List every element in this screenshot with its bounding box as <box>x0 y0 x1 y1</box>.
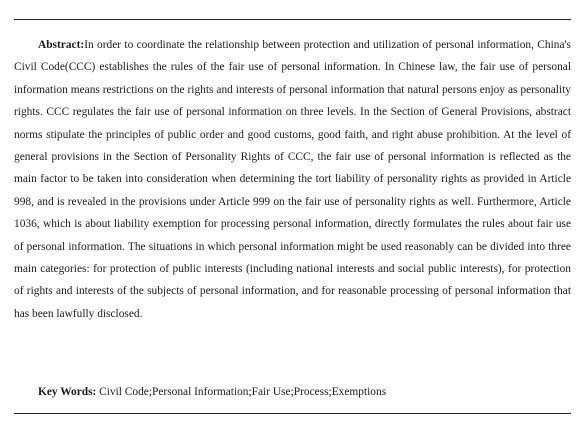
abstract-text: In order to coordinate the relationship between protection and utilization of personal information, China's Civil Code(CCC) establishes the rules of the fair use of personal information. In Chinese law, the fair use of personal information means restrictions on the rights and interests of personal information that natural persons enjoy as personality rights. CCC regulates the fair use of personal information on three levels. In the Section of General Provisions, abstract norms stipulate the principles of public order and good customs, good faith, and right abuse prohibition. At the level of general provisions in the Section of Personality Rights of CCC, the fair use of personal information is reflected as the main factor to be taken into consideration when determining the tort liability of personality rights as provided in Article 998, and is revealed in the provisions under Article 999 on the fair use of personality rights as well. Furthermore, Article 1036, which is about liability exemption for processing personal information, directly formulates the rules about fair use of personal information. The situations in which personal information might be used reasonably can be divided into three main categories: for protection of public interests (including national interests and social public interests), for protection of rights and interests of the subjects of personal information, and for reasonable processing of personal information that has been lawfully disclosed. <box>14 39 571 320</box>
keywords-text: Civil Code;Personal Information;Fair Use;Process;Exemptions <box>96 386 387 398</box>
abstract-label: Abstract: <box>38 39 85 51</box>
keywords-line <box>14 381 571 403</box>
keywords-label: Key Words: <box>38 386 97 398</box>
bottom-rule <box>14 413 571 414</box>
top-rule <box>14 19 571 20</box>
abstract-paragraph <box>14 34 571 325</box>
